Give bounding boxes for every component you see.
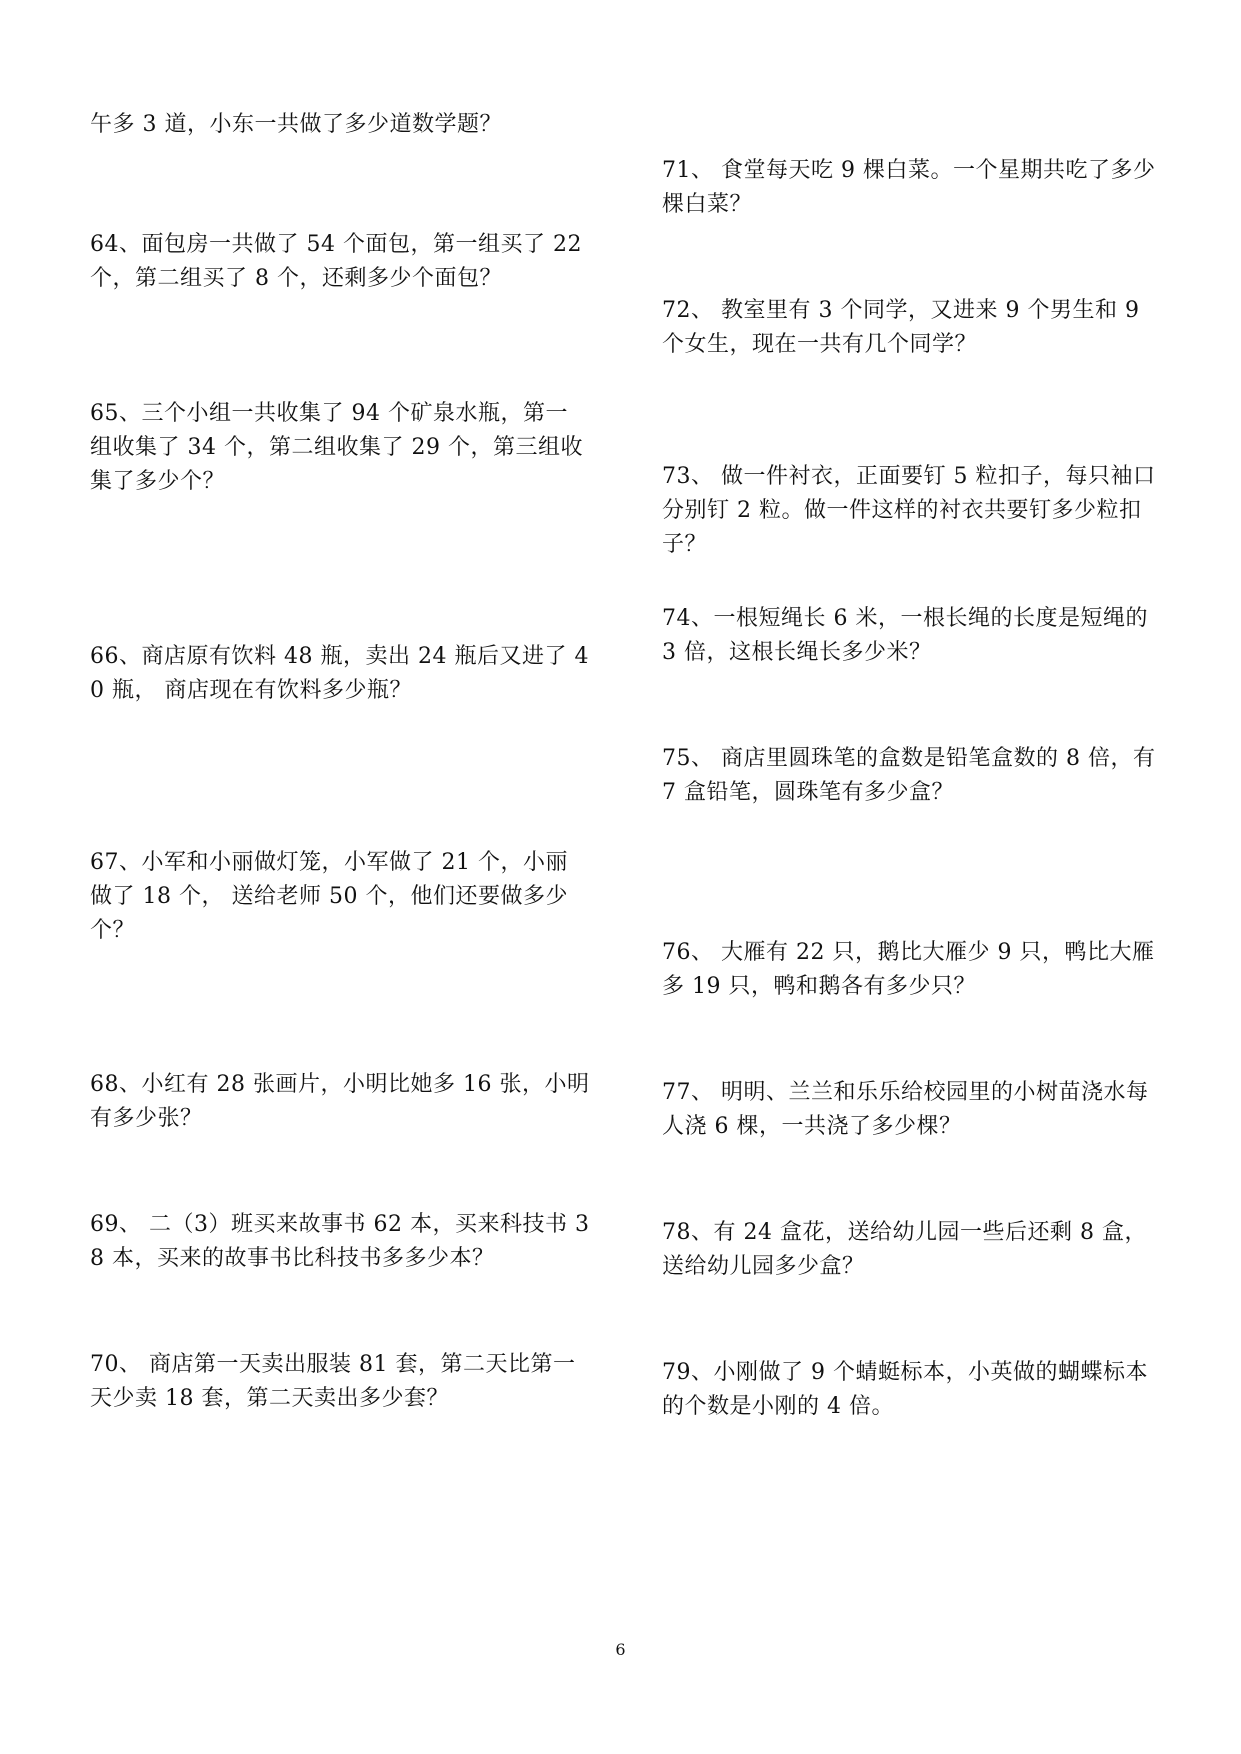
- question-70: 70、 商店第一天卖出服装 81 套，第二天比第一天少卖 18 套，第二天卖出多少套？: [90, 1352, 576, 1411]
- question-74: 74、一根短绳长 6 米，一根长绳的长度是短绳的 3 倍，这根长绳长多少米？: [662, 606, 1148, 665]
- question-63-continuation: 午多 3 道，小东一共做了多少道数学题？: [90, 112, 502, 137]
- question-77: 77、 明明、兰兰和乐乐给校园里的小树苗浇水每人浇 6 棵，一共浇了多少棵？: [662, 1080, 1149, 1139]
- question-71: 71、 食堂每天吃 9 棵白菜。一个星期共吃了多少棵白菜？: [662, 158, 1156, 217]
- page-number: 6: [615, 1640, 626, 1659]
- question-76: 76、 大雁有 22 只，鹅比大雁少 9 只，鸭比大雁多 19 只，鸭和鹅各有多少只？: [662, 940, 1155, 999]
- question-66: 66、商店原有饮料 48 瓶，卖出 24 瓶后又进了 40 瓶， 商店现在有饮料多少瓶？: [90, 644, 589, 703]
- question-68: 68、小红有 28 张画片，小明比她多 16 张，小明有多少张？: [90, 1072, 590, 1131]
- question-72: 72、 教室里有 3 个同学，又进来 9 个男生和 9 个女生，现在一共有几个同学？: [662, 298, 1140, 357]
- question-67: 67、小军和小丽做灯笼，小军做了 21 个，小丽做了 18 个， 送给老师 50 个，他们还要做多少个？: [90, 850, 568, 943]
- question-79: 79、小刚做了 9 个蜻蜓标本，小英做的蝴蝶标本的个数是小刚的 4 倍。: [662, 1360, 1148, 1419]
- question-75: 75、 商店里圆珠笔的盒数是铅笔盒数的 8 倍，有 7 盒铅笔，圆珠笔有多少盒？: [662, 746, 1156, 805]
- question-65: 65、三个小组一共收集了 94 个矿泉水瓶，第一组收集了 34 个，第二组收集了 29 个，第三组收集了多少个？: [90, 401, 583, 494]
- question-73: 73、 做一件衬衣，正面要钉 5 粒扣子，每只袖口分别钉 2 粒。做一件这样的衬衣共要钉多少粒扣子？: [662, 464, 1156, 557]
- question-69: 69、 二（3）班买来故事书 62 本，买来科技书 38 本，买来的故事书比科技书多多少本？: [90, 1212, 590, 1271]
- question-64: 64、面包房一共做了 54 个面包，第一组买了 22 个，第二组买了 8 个，还剩多少个面包？: [90, 232, 582, 291]
- question-78: 78、有 24 盒花，送给幼儿园一些后还剩 8 盒，送给幼儿园多少盒？: [662, 1220, 1147, 1279]
